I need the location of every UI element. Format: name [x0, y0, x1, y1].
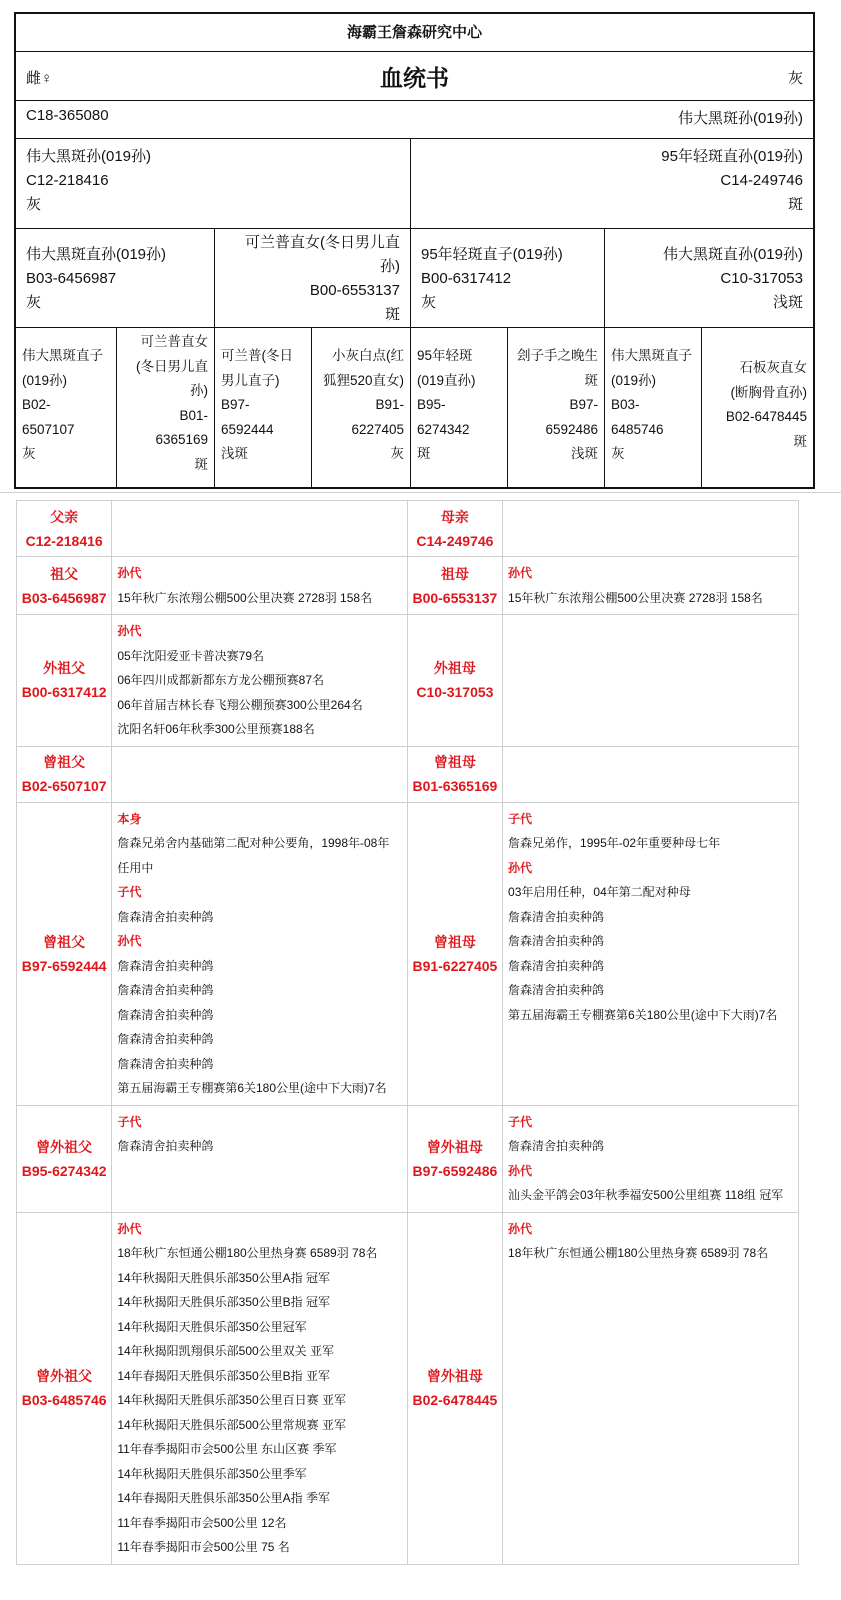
results-row [17, 802, 799, 1105]
ancestor-results-table [16, 500, 799, 1565]
results-section-heading: 本身 [117, 811, 142, 826]
results-item: 14年秋揭阳天胜俱乐部500公里常规赛 亚军 [117, 1417, 347, 1432]
ancestor-role: 祖母 [440, 565, 469, 582]
dam-cell [410, 138, 813, 228]
ggp-line: 6274342 [417, 421, 470, 437]
ancestor-label-cell [17, 802, 112, 1105]
ggp-line: B03- [611, 397, 640, 412]
ancestor-ring: B02-6507107 [21, 778, 107, 794]
ggp-line: 6227405 [351, 421, 404, 437]
ggp-line: (冬日男儿直 [136, 358, 208, 374]
ancestor-results-cell [112, 615, 407, 747]
grandsire-paternal-cell [16, 228, 214, 327]
results-section-heading: 孙代 [508, 1221, 533, 1236]
ggp-line: B97- [569, 397, 598, 412]
grandparent-line: B00-6553137 [309, 282, 400, 299]
ancestor-role: 曾外祖母 [426, 1368, 483, 1384]
ancestor-role: 曾外祖父 [36, 1368, 93, 1384]
ancestor-role: 父亲 [50, 508, 79, 525]
ggp-cell-5 [410, 327, 507, 487]
ancestor-results-cell [112, 557, 407, 615]
ancestor-label-cell [407, 557, 502, 615]
ancestor-label-cell [407, 802, 502, 1105]
ancestor-role: 外祖父 [43, 660, 86, 677]
ancestor-results-cell [503, 615, 799, 747]
ancestor-results-cell [503, 501, 799, 557]
grandparent-line: 可兰普直女(冬日男儿直 [245, 234, 400, 251]
ancestor-role: 母亲 [440, 508, 469, 525]
results-row [17, 557, 799, 615]
dam-line: C14-249746 [720, 172, 803, 189]
results-item: 14年秋揭阳天胜俱乐部350公里百日赛 亚军 [117, 1393, 347, 1407]
results-item: 第五届海霸王专棚赛第6关180公里(途中下大雨)7名 [117, 1081, 387, 1095]
sire-line: C12-218416 [26, 172, 109, 189]
ggp-line: B95- [417, 397, 446, 412]
ancestor-label-cell [17, 746, 112, 802]
ancestor-role: 曾祖父 [43, 933, 86, 950]
dam-line: 斑 [787, 196, 803, 213]
ggp-line: 可兰普(冬日 [221, 348, 293, 363]
ancestor-ring: B97-6592444 [21, 957, 107, 974]
ancestor-role: 曾外祖父 [36, 1138, 93, 1155]
ancestor-ring: B91-6227405 [412, 957, 498, 974]
results-item: 14年秋揭阳天胜俱乐部350公里冠军 [117, 1319, 307, 1334]
results-item: 任用中 [117, 860, 154, 875]
ancestor-ring: B03-6485746 [21, 1392, 107, 1408]
pigeon-sex: 雌♀ [26, 70, 53, 87]
results-item: 詹森兄弟作，1995年-02年重要种母七年 [508, 836, 721, 850]
ancestor-label-cell [17, 1105, 112, 1212]
results-item: 14年春揭阳天胜俱乐部350公里A指 季军 [117, 1491, 331, 1505]
sire-line: 伟大黑斑孙(019孙) [26, 148, 152, 165]
ggp-line: 斑 [793, 433, 807, 449]
ggp-line: B97- [221, 397, 250, 412]
ggp-line: (019孙) [611, 372, 657, 388]
ancestor-role: 曾祖父 [43, 754, 86, 770]
results-section-heading: 子代 [117, 885, 142, 899]
ancestor-ring: C10-317053 [416, 684, 494, 701]
results-row [17, 1105, 799, 1212]
ggp-line: 6485746 [611, 421, 664, 437]
ancestor-results-cell [112, 746, 407, 802]
ancestor-ring: C14-249746 [416, 532, 494, 549]
ggp-line: 浅斑 [221, 446, 248, 461]
ggp-line: B02- [22, 397, 51, 412]
results-item: 詹森清舍拍卖种鸽 [117, 909, 214, 924]
ggp-line: 灰 [390, 446, 404, 461]
ggp-line: B01- [179, 407, 208, 423]
results-item: 第五届海霸王专棚赛第6关180公里(途中下大雨)7名 [508, 1007, 778, 1022]
ancestor-results-cell [112, 1212, 407, 1564]
ggp-line: 灰 [611, 446, 625, 461]
results-item: 06年四川成都新都东方龙公棚预赛87名 [117, 673, 325, 687]
ancestor-results-cell [112, 501, 407, 557]
results-section-heading: 孙代 [508, 1163, 533, 1178]
results-item: 18年秋广东恒通公棚180公里热身赛 6589羽 78名 [117, 1246, 378, 1260]
results-item: 詹森清舍拍卖种鸽 [117, 1007, 214, 1022]
ancestor-role: 曾祖母 [433, 933, 476, 950]
ancestor-results-cell [503, 802, 799, 1105]
ggp-line: 狐狸520直女) [322, 372, 404, 388]
results-row [17, 501, 799, 557]
ggp-line: 可兰普直女 [140, 334, 208, 349]
ggp-line: 孙) [190, 383, 208, 398]
ancestor-ring: B97-6592486 [412, 1162, 498, 1179]
page-title: 血统书 [380, 65, 449, 91]
results-item: 14年秋揭阳天胜俱乐部350公里A指 冠军 [117, 1270, 331, 1285]
ancestor-label-cell [17, 615, 112, 747]
ancestor-ring: B00-6553137 [412, 589, 498, 606]
results-section-heading: 子代 [508, 1114, 533, 1129]
ancestor-role: 曾外祖母 [426, 1138, 483, 1155]
grandparent-line: B00-6317412 [421, 270, 512, 287]
results-item: 汕头金平鸽会03年秋季福安500公里组赛 118组 冠军 [508, 1188, 784, 1202]
ancestor-ring: B03-6456987 [21, 589, 107, 606]
grandparent-line: C10-317053 [720, 270, 803, 287]
results-section-heading: 孙代 [508, 860, 533, 875]
results-item: 14年秋揭阳天胜俱乐部350公里B指 冠军 [117, 1295, 331, 1309]
ancestor-ring: B00-6317412 [21, 684, 107, 701]
ancestor-results-cell [112, 1105, 407, 1212]
grandparent-line: 伟大黑斑直孙(019孙) [26, 246, 167, 263]
ggp-line: 石板灰直女 [739, 360, 807, 375]
results-row [17, 615, 799, 747]
ggp-line: 男儿直子) [221, 372, 280, 388]
results-item: 詹森兄弟舍内基础第二配对种公要角，1998年-08年 [117, 836, 390, 850]
results-item: 11年春季揭阳市会500公里 75 名 [117, 1540, 290, 1554]
grandparent-line: 浅斑 [772, 294, 803, 311]
ggp-line: 伟大黑斑直子 [22, 348, 103, 363]
results-row [17, 746, 799, 802]
results-item: 05年沈阳爱亚卡普决赛79名 [117, 648, 265, 663]
ggp-line: 6592444 [221, 421, 274, 437]
results-item: 11年春季揭阳市会500公里 12名 [117, 1515, 287, 1530]
ggp-cell-7 [604, 327, 701, 487]
results-item: 18年秋广东恒通公棚180公里热身赛 6589羽 78名 [508, 1246, 769, 1260]
ggp-line: (019孙) [22, 372, 68, 388]
grandparent-line: B03-6456987 [26, 270, 117, 287]
results-item: 詹森清舍拍卖种鸽 [117, 958, 214, 973]
ggp-cell-6 [507, 327, 604, 487]
ggp-line: 小灰白点(红 [332, 348, 404, 363]
ancestor-results-cell [503, 557, 799, 615]
subject-row [16, 100, 813, 138]
ggp-cell-2 [116, 327, 214, 487]
results-item: 詹森清舍拍卖种鸽 [117, 983, 214, 997]
results-item: 11年春季揭阳市会500公里 东山区赛 季军 [117, 1442, 337, 1456]
ancestor-role: 祖父 [50, 565, 79, 582]
ggp-line: (019直孙) [417, 372, 476, 388]
breeder-header: 海霸王詹森研究中心 [16, 14, 813, 52]
grandparent-line: 孙) [380, 258, 400, 275]
ggp-line: 灰 [22, 446, 36, 461]
ggp-cell-8 [701, 327, 813, 487]
results-section-heading: 孙代 [117, 624, 142, 638]
sire-line: 灰 [26, 196, 42, 213]
granddam-maternal-cell [604, 228, 813, 327]
results-item: 詹森清舍拍卖种鸽 [508, 958, 605, 973]
grandparent-line: 灰 [421, 294, 437, 311]
results-section-heading: 子代 [508, 811, 533, 826]
dam-line: 95年轻斑直孙(019孙) [661, 148, 803, 165]
results-item: 14年秋揭阳凯翔俱乐部500公里双关 亚军 [117, 1344, 335, 1358]
grandsire-maternal-cell [410, 228, 604, 327]
ggp-cell-3 [214, 327, 311, 487]
pigeon-color: 灰 [787, 70, 803, 87]
ggp-line: 斑 [417, 446, 431, 461]
ggp-line: 6592486 [545, 421, 598, 437]
ancestor-label-cell [407, 746, 502, 802]
results-item: 沈阳名轩06年秋季300公里预赛188名 [117, 722, 315, 736]
results-section-heading: 孙代 [117, 1221, 142, 1236]
results-item: 14年春揭阳天胜俱乐部350公里B指 亚军 [117, 1368, 331, 1383]
ggp-cell-1 [16, 327, 116, 487]
ancestor-label-cell [17, 1212, 112, 1564]
results-item: 詹森清舍拍卖种鸽 [117, 1139, 214, 1153]
ancestor-results-cell [503, 746, 799, 802]
ggp-line: B91- [375, 397, 404, 412]
granddam-paternal-cell [214, 228, 410, 327]
ancestor-label-cell [407, 501, 502, 557]
ancestor-label-cell [17, 501, 112, 557]
results-item: 詹森清舍拍卖种鸽 [508, 934, 605, 948]
subject-ring: C18-365080 [26, 107, 109, 124]
grandparent-line: 灰 [26, 294, 42, 311]
ancestor-label-cell [407, 615, 502, 747]
results-item: 詹森清舍拍卖种鸽 [508, 909, 605, 924]
ggp-line: 伟大黑斑直子 [611, 348, 692, 363]
ancestor-ring: B02-6478445 [412, 1392, 498, 1408]
ancestor-results-cell [112, 802, 407, 1105]
ggp-line: 浅斑 [571, 446, 598, 461]
ggp-line: 95年轻斑 [417, 348, 473, 363]
ggp-line: 6365169 [155, 432, 208, 447]
grandparent-line: 95年轻斑直子(019孙) [421, 246, 563, 263]
ggp-line: B02-6478445 [725, 409, 807, 424]
ancestor-role: 外祖母 [433, 660, 476, 677]
ggp-line: 斑 [584, 372, 598, 388]
results-item: 06年首届吉林长春飞翔公棚预赛300公里264名 [117, 697, 363, 712]
results-item: 詹森清舍拍卖种鸽 [508, 983, 605, 997]
subject-strain: 伟大黑斑孙(019孙) [677, 110, 803, 127]
results-item: 詹森清舍拍卖种鸽 [508, 1139, 605, 1153]
grandparent-line: 伟大黑斑直孙(019孙) [662, 246, 803, 263]
results-item: 15年秋广东浓翔公棚500公里决赛 2728羽 158名 [117, 590, 373, 605]
grandparent-line: 斑 [384, 306, 400, 323]
results-item: 詹森清舍拍卖种鸽 [117, 1032, 214, 1046]
results-section-heading: 子代 [117, 1114, 142, 1129]
section-divider [0, 492, 841, 493]
ggp-cell-4 [311, 327, 410, 487]
results-section-heading: 孙代 [508, 566, 533, 580]
results-row [17, 1212, 799, 1564]
results-item: 03年启用任种，04年第二配对种母 [508, 885, 691, 899]
ancestor-label-cell [17, 557, 112, 615]
ancestor-label-cell [407, 1212, 502, 1564]
ancestor-results-cell [503, 1212, 799, 1564]
results-section-heading: 孙代 [117, 934, 142, 948]
ggp-line: (断胸骨直孙) [730, 384, 807, 400]
results-item: 14年秋揭阳天胜俱乐部350公里季军 [117, 1466, 307, 1481]
ancestor-role: 曾祖母 [433, 754, 476, 770]
ancestor-ring: C12-218416 [25, 532, 103, 549]
ancestor-ring: B95-6274342 [21, 1162, 107, 1179]
ggp-line: 6507107 [22, 421, 75, 437]
ggp-line: 刽子手之晚生 [517, 348, 598, 363]
ancestor-results-cell [503, 1105, 799, 1212]
ancestor-label-cell [407, 1105, 502, 1212]
ancestor-ring: B01-6365169 [412, 778, 498, 794]
results-item: 15年秋广东浓翔公棚500公里决赛 2728羽 158名 [508, 590, 763, 605]
sire-cell [16, 138, 410, 228]
results-section-heading: 孙代 [117, 566, 142, 580]
results-item: 詹森清舍拍卖种鸽 [117, 1056, 214, 1071]
ggp-line: 斑 [194, 456, 208, 472]
pedigree-chart [14, 12, 815, 489]
